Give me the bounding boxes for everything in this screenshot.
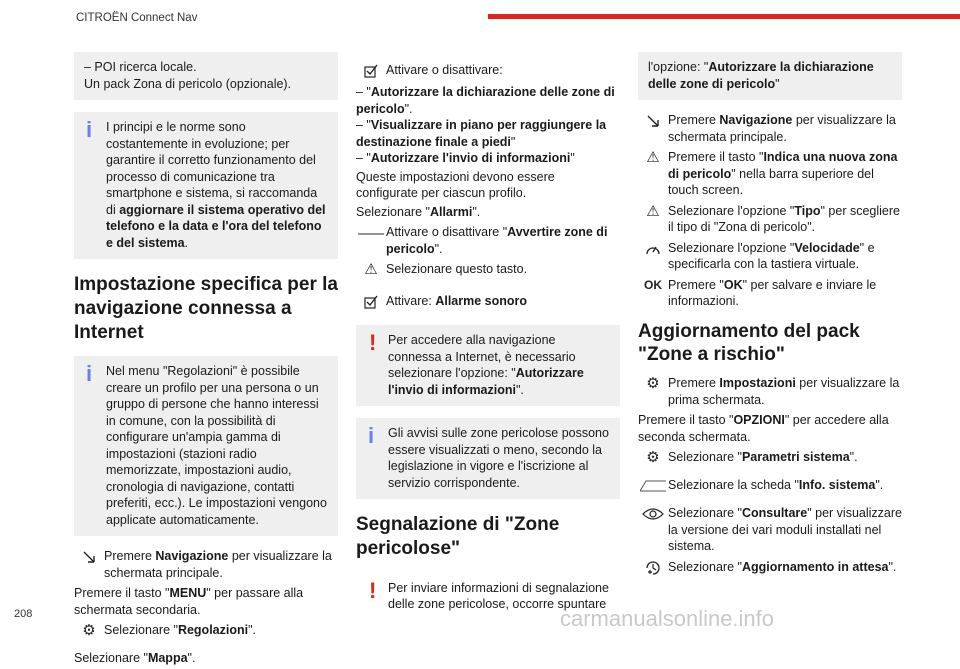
ok-icon: OK [644,277,662,292]
step-text: per visualizzare la schermata principale. [104,549,332,580]
column-3 [638,52,902,581]
para-bold: MENU [169,586,207,601]
step [74,548,338,581]
step-text: Selezionare l'opzione " [668,240,795,255]
step [74,622,338,640]
note-box [74,52,338,100]
step-text: Selezionare " [668,450,742,464]
list-text: – " [356,151,371,165]
list-text: ". [404,101,413,116]
info-box [356,418,620,499]
note-bold: Autorizzare la dichiarazione delle zone di pericolo [648,60,874,91]
step-bold: Regolazioni [177,623,249,638]
step-text: Attivare o disattivare " [386,225,508,239]
para-text: Premere il tasto " [74,586,170,601]
step-bold: OK [723,277,743,292]
section-heading: Impostazione specifica per la navigazione connessa a Internet [74,274,338,343]
step-text: ". [875,478,884,492]
section-heading: Aggiornamento del pack "Zone a rischio" [638,320,860,366]
info-text: Gli avvisi sulle zone pericolose possono essere visualizzati o meno, secondo la legislazione in vigore e l'iscrizione al servizio corrispondente. [388,426,609,490]
para-bold: Mappa [147,651,188,666]
step-text: " per visualizzare la versione dei vari moduli installati nel sistema. [668,506,902,553]
paragraph [638,412,902,445]
step-text: ". [434,241,443,256]
checkbox-icon [356,293,386,311]
step-text: " per scegliere il tipo di "Zona di pericolo". [668,203,900,234]
step-bold: Velocidade [794,240,860,255]
list-item [356,150,620,167]
note-line: – POI ricerca locale. [84,60,197,74]
info-text: . [184,235,188,250]
step-text: " per salvare e inviare le informazioni. [668,277,877,308]
para-bold: Allarmi [429,204,473,219]
list-text: – " [356,118,371,132]
section-heading: Segnalazione di "Zone pericolose" [356,514,560,559]
step [356,62,620,80]
step [356,261,620,279]
list-text: " [510,134,516,149]
step-text: Attivare o disattivare: [386,63,503,77]
list-bold: Visualizzare in piano per raggiungere la destinazione finale a piedi [356,118,607,149]
para-text: ". [187,651,196,666]
step [638,149,902,199]
step-text: Selezionare la scheda " [668,478,799,492]
step-text: Premere [668,376,720,390]
step [638,277,902,310]
para-bold: OPZIONI [733,413,785,427]
step-bold: Parametri sistema [741,450,850,464]
step-text: ". [849,450,858,464]
info-box [74,356,338,536]
list-bold: Autorizzare la dichiarazione delle zone di pericolo [356,85,615,116]
column-1 [74,52,338,669]
step-text: per visualizzare la schermata principale. [668,113,896,144]
navigation-icon [638,112,668,130]
update-icon [638,559,668,577]
page-number: 208 [14,608,33,620]
info-box [74,112,338,259]
step-bold: Allarme sonoro [435,294,528,308]
step-text: Premere [668,113,720,127]
tab-shape-icon [638,477,668,495]
step [638,112,902,145]
column-2 [356,58,620,633]
step-bold: Impostazioni [719,376,796,390]
warning-text: Per accedere alla navigazione connessa a Internet, è necessario selezionare l'opzione: " [388,333,576,380]
list-item [356,84,620,117]
paragraph: Queste impostazioni devono essere configurate per ciascun profilo. [356,169,555,200]
step-text: Selezionare " [668,506,742,520]
list-text: " [570,151,575,165]
list-item [356,117,620,150]
step-text: ". [248,623,257,638]
step-bold: Avvertire zone di pericolo [386,225,608,256]
speedometer-icon [638,240,668,258]
step [638,559,902,577]
info-text: I principi e le norme sono costantemente in evoluzione; per garantire il corretto funzionamento del processo di comunicazione tra smartphone e sistema, si raccomanda di [106,120,318,217]
warning-box [356,325,620,406]
step-text: Attivare: [386,294,436,308]
warning-triangle-icon: ⚠ [646,202,660,220]
step-text: Selezionare " [104,623,178,638]
warning-triangle-icon: ⚠ [646,149,660,167]
step [638,505,902,555]
note-text: l'opzione: " [648,60,709,74]
watermark: carmanualsonline.info [560,606,775,631]
para-text: ". [472,204,481,219]
step-text: Selezionare l'opzione " [668,203,795,218]
para-text: Premere il tasto " [638,413,734,427]
warning-text: ". [515,382,524,397]
eye-icon [638,505,668,523]
note-line: Un pack Zona di pericolo (opzionale). [84,76,292,91]
step [356,224,620,257]
step [356,293,620,311]
step [638,375,902,408]
step-bold: Navigazione [155,549,229,564]
note-box [638,52,902,100]
checkbox-icon [356,62,386,80]
info-text: Nel menu "Regolazioni" è possibile creare un profilo per una persona o un gruppo di persone che hanno interessi in comune, con la possibilità di configurare un'ampia gamma di impostazioni (stazioni radio memorizzate, impostazioni audio, cronologia di navigazione, contatti preferiti, ecc.). Le impostazioni vengono applicate automaticamente. [106,364,327,527]
gear-icon: ⚙ [646,449,660,467]
gear-icon: ⚙ [82,622,96,640]
step-bold: Tipo [794,203,821,218]
info-bold: aggiornare il sistema operativo del telefono e la data e l'ora del telefono e del sistema [106,202,326,250]
list-text: – " [356,85,371,99]
list-bold: Autorizzare l'invio di informazioni [370,151,571,165]
header-red-bar [488,14,960,19]
step-text: Premere [104,549,156,564]
warning-triangle-icon: ⚠ [364,261,378,279]
warning-text: Per inviare informazioni di segnalazione delle zone pericolose, occorre spuntare [388,580,609,611]
step-bold: Indica una nuova zona di pericolo [668,150,898,181]
note-text: " [775,76,780,91]
paragraph [74,650,338,667]
navigation-icon [74,548,104,566]
para-text: " per accedere alla seconda schermata. [638,413,889,444]
para-text: " per passare alla schermata secondaria. [74,586,304,617]
para-text: Selezionare " [74,651,148,666]
step-text: Premere il tasto " [668,150,764,164]
step-text: " nella barra superiore del touch screen. [668,166,874,197]
step-text: Selezionare questo tasto. [386,262,528,276]
paragraph [74,585,338,618]
warning-bold: Autorizzare l'invio di informazioni [388,366,584,397]
step-text: per visualizzare la prima schermata. [668,376,900,407]
gear-icon: ⚙ [646,375,660,393]
step-text: ". [888,559,897,574]
step-bold: Info. sistema [798,478,876,492]
step-text: " e specificarla con la tastiera virtuale. [668,240,875,271]
toggle-icon [356,224,386,242]
step [638,449,902,467]
step-bold: Aggiornamento in attesa [741,559,889,574]
step-bold: Navigazione [719,113,793,127]
step [638,477,902,495]
header-title: CITROËN Connect Nav [76,12,198,24]
step [638,203,902,236]
step-bold: Consultare [741,506,808,520]
step-text: Premere " [668,277,724,292]
paragraph [356,204,620,221]
step-text: Selezionare " [668,559,742,574]
para-text: Selezionare " [356,204,430,219]
step [638,240,902,273]
